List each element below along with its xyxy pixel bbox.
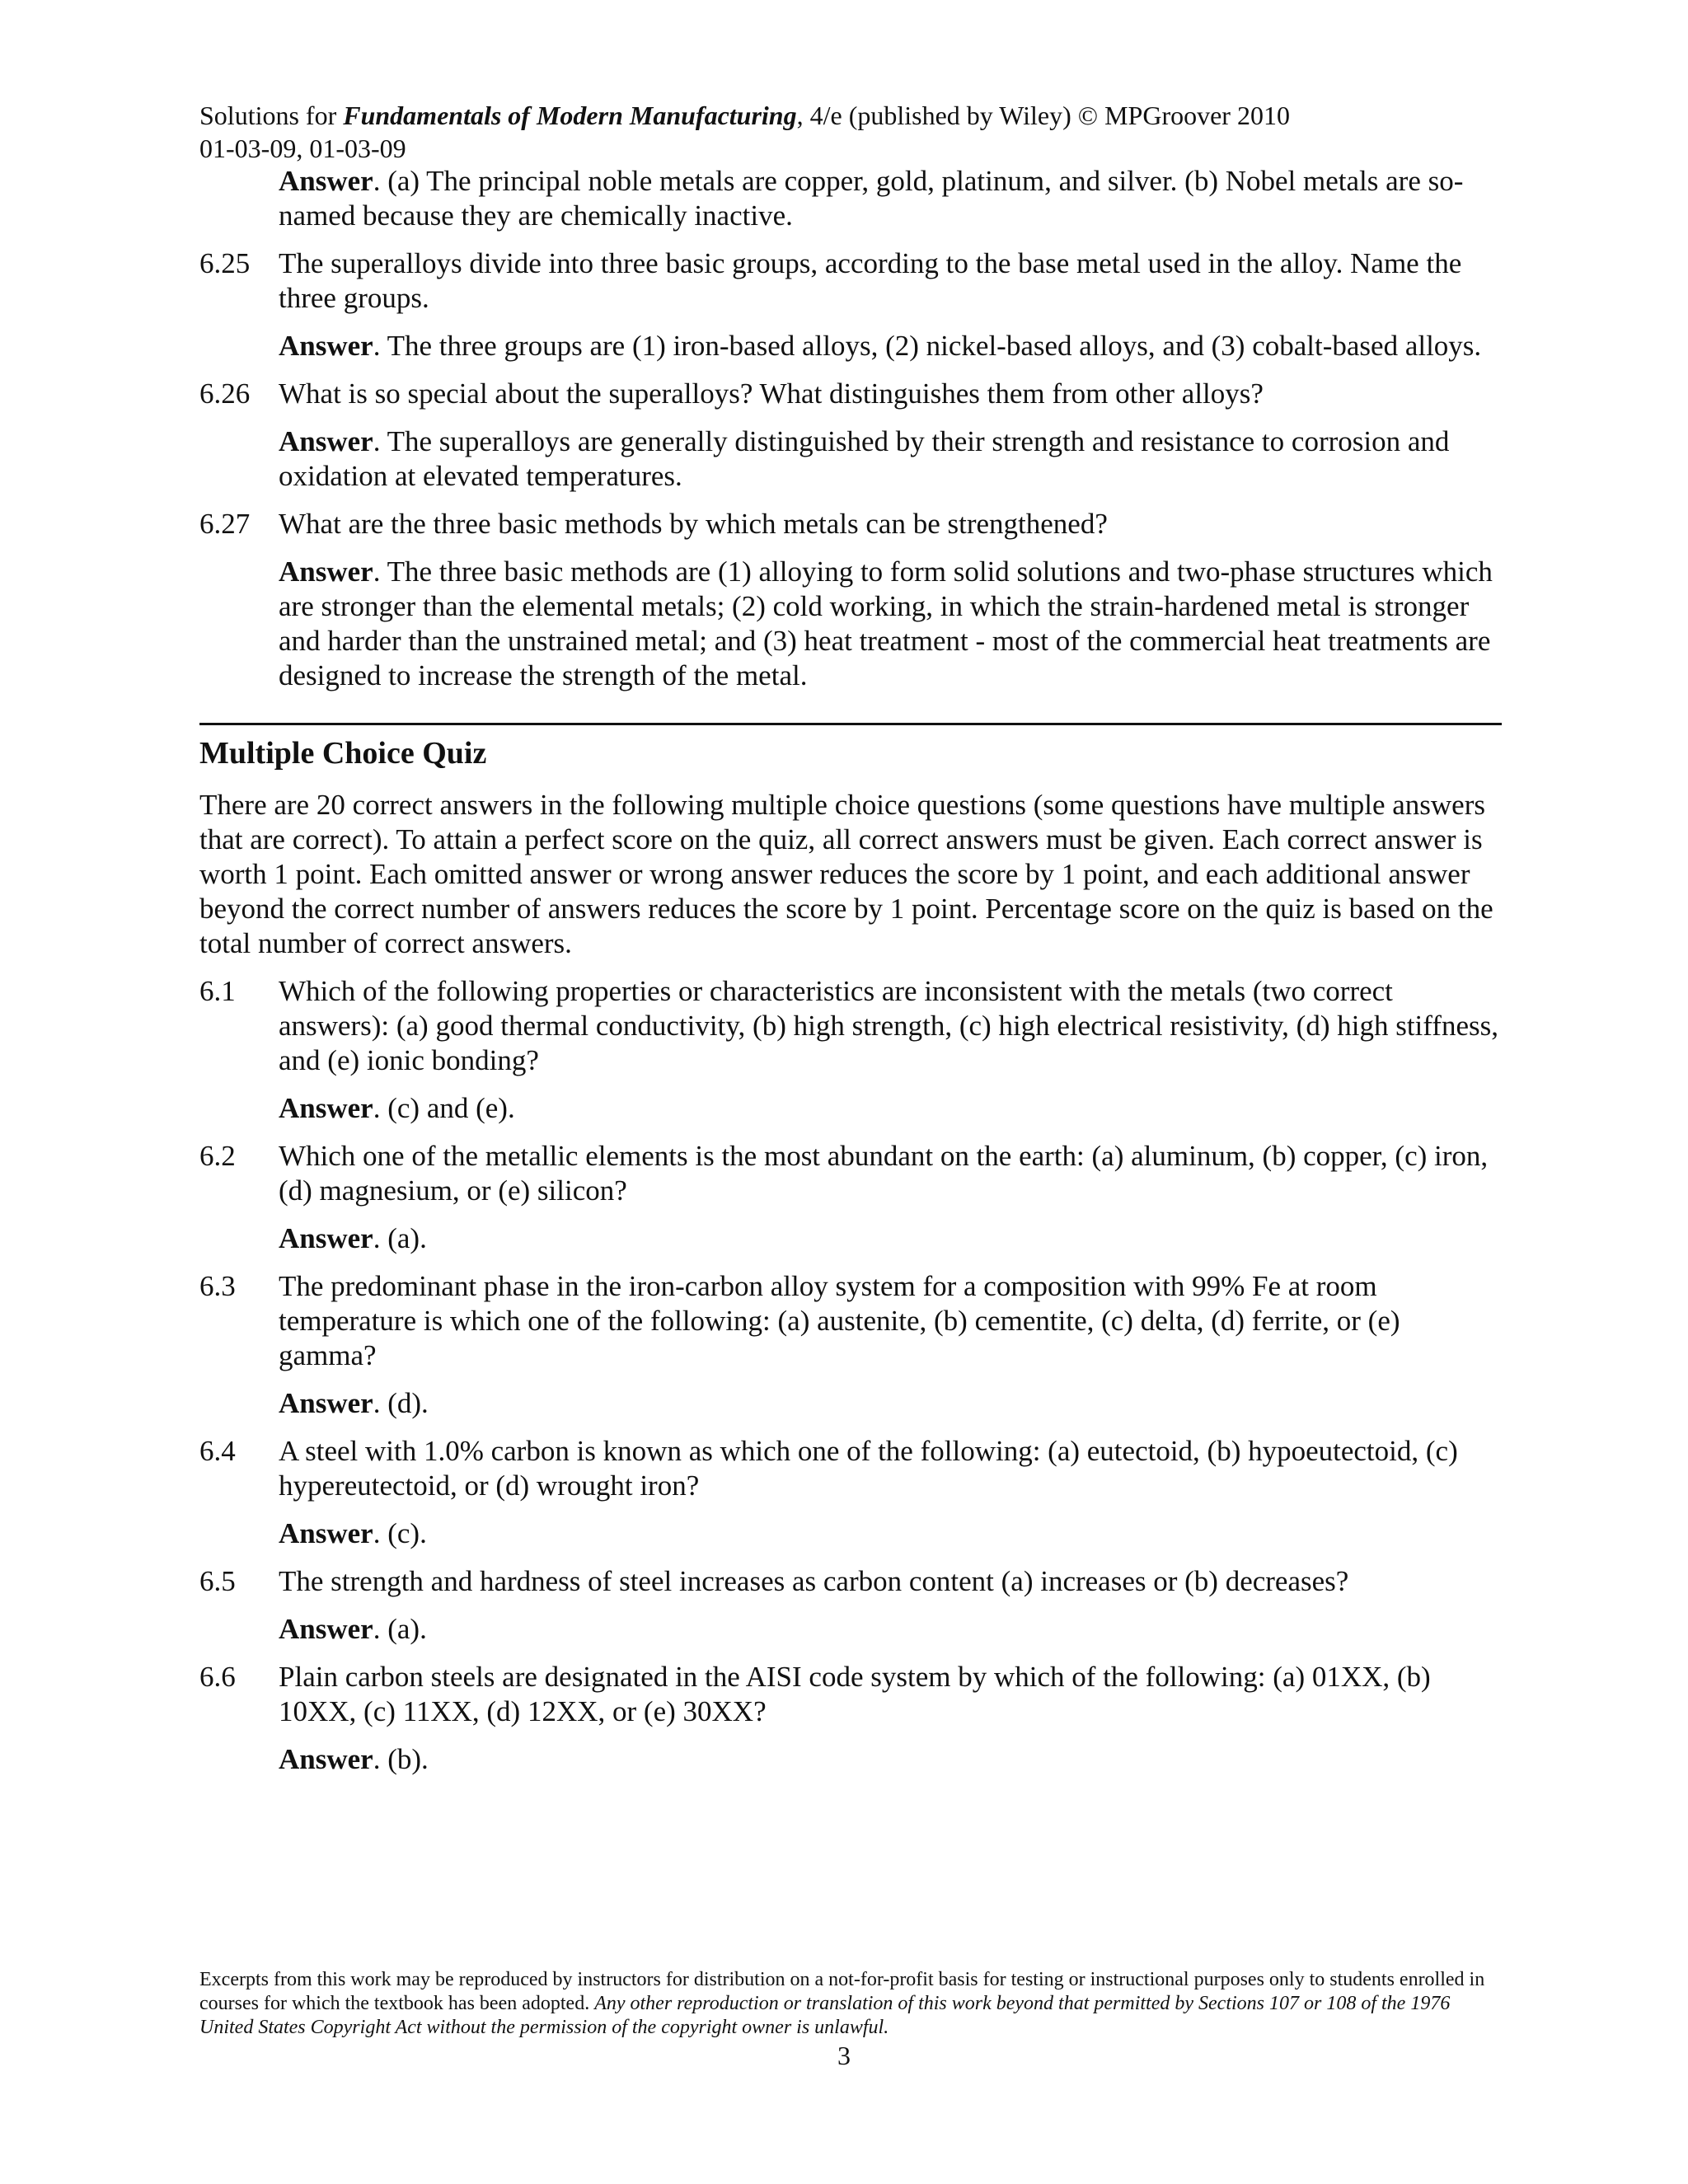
page-number: 3 — [837, 2041, 851, 2070]
review-question — [199, 246, 1502, 363]
question-answer — [279, 424, 1502, 494]
header-line-1 — [199, 99, 1502, 132]
question-answer — [279, 555, 1502, 693]
question-number: 6.2 — [199, 1140, 236, 1172]
quiz-question — [199, 1434, 1502, 1551]
question-answer — [279, 1386, 1502, 1421]
answer-label: Answer — [279, 1092, 373, 1124]
page-header — [199, 99, 1502, 165]
question-number: 6.1 — [199, 975, 236, 1007]
quiz-intro: There are 20 correct answers in the following multiple choice questions (some questions have multiple answers that are correct). To attain a perfect score on the quiz, all correct answers must be given. Each correct answer is worth 1 point. Each omitted answer or wrong answer reduces the score by 1 point, and each additional answer beyond the correct number of answers reduces the score by 1 point. Percentage score on the quiz is based on the total number of correct answers. — [199, 789, 1493, 959]
question-answer — [279, 1742, 1502, 1777]
review-question — [199, 377, 1502, 494]
answer-label: Answer — [279, 555, 373, 588]
question-text: The strength and hardness of steel increases as carbon content (a) increases or (b) decreases? — [279, 1565, 1349, 1597]
header-prefix: Solutions for — [199, 101, 344, 130]
question-text: What is so special about the superalloys? What distinguishes them from other alloys? — [279, 377, 1264, 410]
question-text: What are the three basic methods by which metals can be strengthened? — [279, 508, 1108, 540]
header-suffix: , 4/e (published by Wiley) © MPGroover 2010 — [796, 101, 1290, 130]
question-number: 6.26 — [199, 377, 251, 410]
question-text: The predominant phase in the iron-carbon alloy system for a composition with 99% Fe at room temperature is which one of the following: (a) austenite, (b) cementite, (c) delta, (d) ferrite, or (e) gamma? — [279, 1270, 1400, 1371]
answer-text: . (c) and (e). — [373, 1092, 515, 1124]
section-title: Multiple Choice Quiz — [199, 736, 487, 771]
question-text: Which of the following properties or characteristics are inconsistent with the metals (two correct answers): (a) good thermal conductivity, (b) high strength, (c) high electrical resistivity, (d) high stiffness, and (e) ionic bonding? — [279, 975, 1498, 1076]
question-answer — [279, 1091, 1502, 1126]
answer-label: Answer — [279, 425, 373, 457]
quiz-question — [199, 1660, 1502, 1777]
question-answer — [279, 329, 1502, 363]
answer-label: Answer — [279, 1613, 373, 1645]
answer-text: . (b). — [373, 1743, 429, 1775]
header-line-2: 01-03-09, 01-03-09 — [199, 134, 406, 163]
quiz-question — [199, 974, 1502, 1126]
question-text: The superalloys divide into three basic groups, according to the base metal used in the alloy. Name the three groups. — [279, 247, 1462, 314]
answer-label: Answer — [279, 1222, 373, 1254]
quiz-question — [199, 1139, 1502, 1256]
lead-answer — [279, 164, 1502, 233]
question-answer — [279, 1612, 1502, 1647]
question-answer — [279, 1221, 1502, 1256]
page-content — [199, 164, 1502, 1777]
question-text: Plain carbon steels are designated in the AISI code system by which of the following: (a) 01XX, (b) 10XX, (c) 11XX, (d) 12XX, or (e) 30XX? — [279, 1661, 1431, 1727]
answer-text: . The three groups are (1) iron-based alloys, (2) nickel-based alloys, and (3) cobalt-based alloys. — [373, 330, 1482, 362]
review-question — [199, 507, 1502, 693]
quiz-question — [199, 1564, 1502, 1647]
answer-text: . The superalloys are generally distinguished by their strength and resistance to corrosion and oxidation at elevated temperatures. — [279, 425, 1450, 492]
book-title: Fundamentals of Modern Manufacturing — [343, 101, 797, 130]
answer-text: . (a). — [373, 1613, 427, 1645]
answer-label: Answer — [279, 1743, 373, 1775]
answer-text: . (a) The principal noble metals are copper, gold, platinum, and silver. (b) Nobel metals are so-named because they are chemically inactive. — [279, 165, 1464, 232]
question-text: Which one of the metallic elements is the most abundant on the earth: (a) aluminum, (b) copper, (c) iron, (d) magnesium, or (e) silicon? — [279, 1140, 1489, 1207]
footer-italic-text: Any other reproduction or translation of this work beyond that permitted by Sections 107 or 108 of the 1976 United States Copyright Act without the permission of the copyright owner is unlawful. — [199, 1993, 1451, 2038]
question-number: 6.27 — [199, 508, 251, 540]
answer-label: Answer — [279, 165, 373, 197]
answer-label: Answer — [279, 1387, 373, 1419]
answer-text: . (c). — [373, 1517, 427, 1549]
answer-label: Answer — [279, 330, 373, 362]
answer-label: Answer — [279, 1517, 373, 1549]
question-number: 6.5 — [199, 1565, 236, 1597]
footer-plain-text: Excerpts from this work may be reproduced by instructors for distribution on a not-for-profit basis for testing or instructional purposes only to students enrolled in courses for which the textbook has been adopted. — [199, 1969, 1485, 2014]
question-number: 6.25 — [199, 247, 251, 279]
copyright-footer — [199, 1968, 1502, 2040]
answer-text: . The three basic methods are (1) alloying to form solid solutions and two-phase structures which are stronger than the elemental metals; (2) cold working, in which the strain-hardened metal is stronger and harder than the unstrained metal; and (3) heat treatment - most of the commercial heat treatments are designed to increase the strength of the metal. — [279, 555, 1493, 691]
answer-text: . (d). — [373, 1387, 429, 1419]
section-divider — [199, 723, 1502, 725]
question-answer — [279, 1516, 1502, 1551]
question-number: 6.3 — [199, 1270, 236, 1302]
question-number: 6.6 — [199, 1661, 236, 1693]
question-text: A steel with 1.0% carbon is known as which one of the following: (a) eutectoid, (b) hypoeutectoid, (c) hypereutectoid, or (d) wrought iron? — [279, 1435, 1458, 1502]
answer-text: . (a). — [373, 1222, 427, 1254]
quiz-question — [199, 1269, 1502, 1421]
question-number: 6.4 — [199, 1435, 236, 1467]
